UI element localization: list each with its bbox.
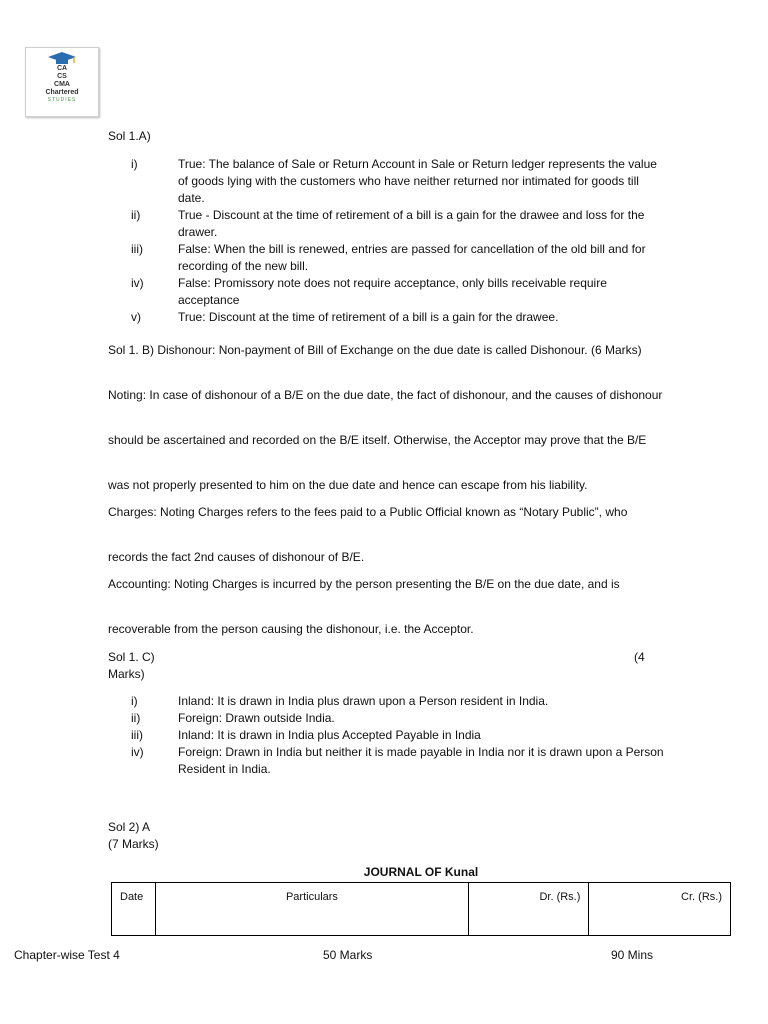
logo-brand: Chartered <box>45 89 79 96</box>
item-number: ii) <box>131 208 141 222</box>
sol1b-paragraph: was not properly presented to him on the due date and hence can escape from his liability. <box>108 478 588 492</box>
item-text: Inland: It is drawn in India plus Accepted Payable in India <box>178 728 481 742</box>
sol1c-marks-open: (4 <box>634 650 645 664</box>
sol1c-list <box>108 693 668 778</box>
table-header-row <box>112 883 731 936</box>
list-item <box>108 207 668 241</box>
sol1a-heading: Sol 1.A) <box>108 129 151 143</box>
column-cr: Cr. (Rs.) <box>589 883 731 936</box>
logo-tagline: STUDIES <box>47 97 77 103</box>
sol1b-paragraph: records the fact 2nd causes of dishonour of B/E. <box>108 550 365 564</box>
column-particulars: Particulars <box>156 883 468 936</box>
sol1b-paragraph: Accounting: Noting Charges is incurred by the person presenting the B/E on the due date, and is <box>108 577 620 591</box>
list-item <box>108 309 668 326</box>
item-number: ii) <box>131 711 141 725</box>
list-item <box>108 156 668 207</box>
sol1a-list <box>108 156 668 326</box>
column-dr: Dr. (Rs.) <box>468 883 589 936</box>
sol1b-paragraph: Noting: In case of dishonour of a B/E on the due date, the fact of dishonour, and the causes of dishonour <box>108 388 663 402</box>
item-text: Inland: It is drawn in India plus drawn upon a Person resident in India. <box>178 694 549 708</box>
sol1b-paragraph: Charges: Noting Charges refers to the fees paid to a Public Official known as “Notary Public”, who <box>108 505 628 519</box>
sol1b-paragraph: recoverable from the person causing the dishonour, i.e. the Acceptor. <box>108 622 474 636</box>
list-item <box>108 693 668 710</box>
footer-test-name: Chapter-wise Test 4 <box>14 948 120 962</box>
item-number: iii) <box>131 728 143 742</box>
item-text: Foreign: Drawn outside India. <box>178 711 335 725</box>
item-text: Foreign: Drawn in India but neither it is made payable in India nor it is drawn upon a Person Resident in India. <box>178 745 664 776</box>
item-text: True - Discount at the time of retirement of a bill is a gain for the drawee and loss for the drawer. <box>178 208 645 239</box>
logo <box>25 47 99 117</box>
item-text: True: The balance of Sale or Return Account in Sale or Return ledger represents the value of goods lying with the customers who have neither returned nor intimated for goods till date. <box>178 157 657 205</box>
sol1b-paragraph: should be ascertained and recorded on the B/E itself. Otherwise, the Acceptor may prove that the B/E <box>108 433 647 447</box>
graduation-cap-icon <box>47 51 77 65</box>
item-text: True: Discount at the time of retirement of a bill is a gain for the drawee. <box>178 310 559 324</box>
list-item <box>108 727 668 744</box>
list-item <box>108 744 668 778</box>
sol1b-heading: Sol 1. B) Dishonour: Non-payment of Bill of Exchange on the due date is called Dishonour. (6 Marks) <box>108 343 642 357</box>
logo-text-cma: CMA <box>54 81 70 88</box>
footer-duration: 90 Mins <box>611 948 654 962</box>
item-number: v) <box>131 310 141 324</box>
item-number: iii) <box>131 242 143 256</box>
item-number: i) <box>131 694 138 708</box>
footer-marks: 50 Marks <box>323 948 373 962</box>
logo-text-cs: CS <box>57 73 67 80</box>
list-item <box>108 710 668 727</box>
journal-table <box>111 882 731 936</box>
logo-text-ca: CA <box>56 65 68 72</box>
item-text: False: Promissory note does not require acceptance, only bills receivable require acceptance <box>178 276 607 307</box>
sol2a-marks: (7 Marks) <box>108 837 159 851</box>
sol2a-heading: Sol 2) A <box>108 820 151 834</box>
list-item <box>108 275 668 309</box>
item-number: iv) <box>131 276 144 290</box>
item-text: False: When the bill is renewed, entries are passed for cancellation of the old bill and for recording of the new bill. <box>178 242 646 273</box>
sol1c-marks: Marks) <box>108 667 145 681</box>
item-number: i) <box>131 157 138 171</box>
item-number: iv) <box>131 745 144 759</box>
sol1c-heading: Sol 1. C) <box>108 650 155 664</box>
journal-title: JOURNAL OF Kunal <box>363 865 479 879</box>
list-item <box>108 241 668 275</box>
column-date: Date <box>112 883 156 936</box>
